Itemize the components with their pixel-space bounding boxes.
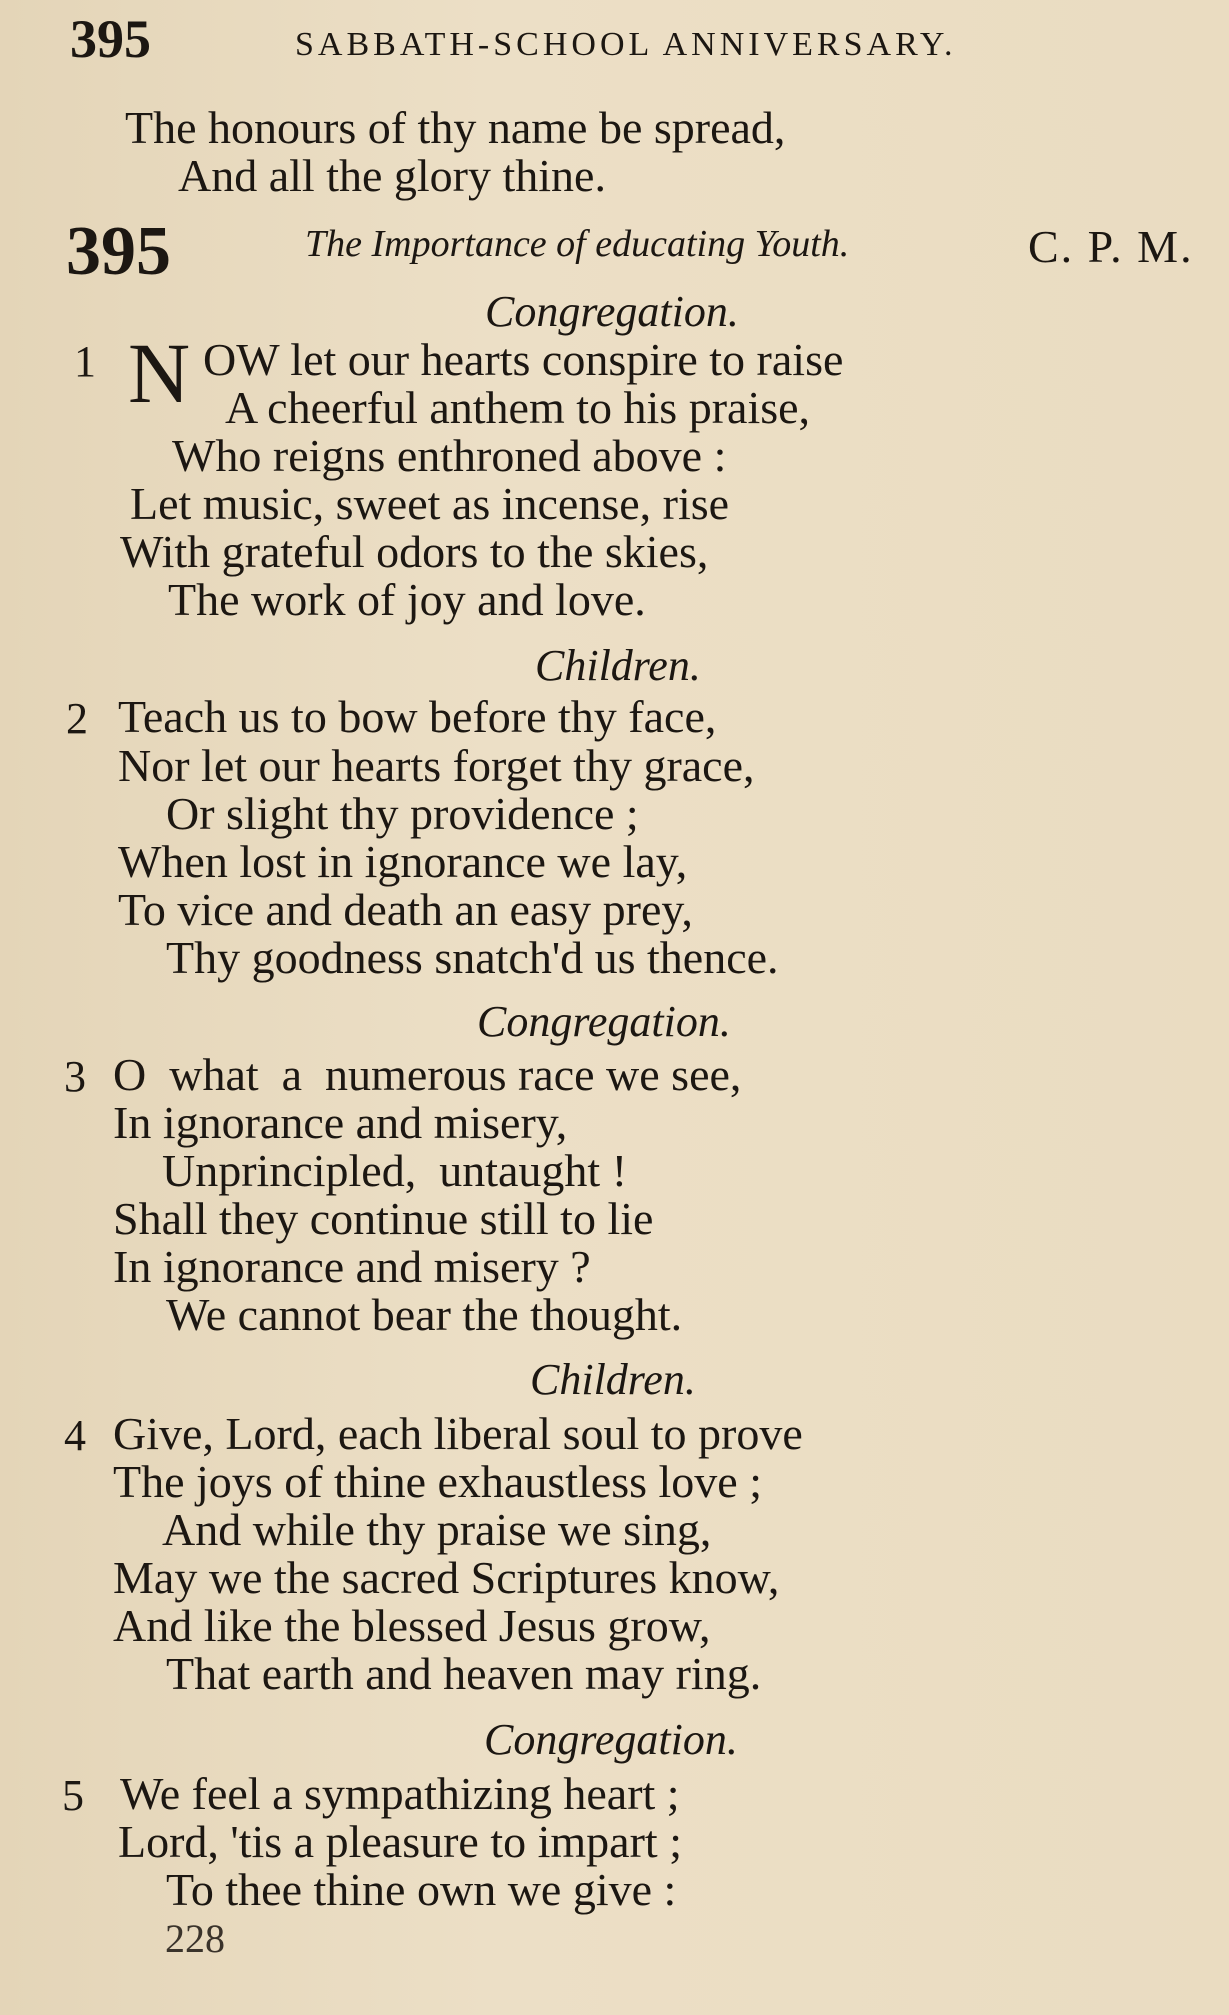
stanza-line: And while thy praise we sing, xyxy=(162,1504,712,1555)
stanza-line: A cheerful anthem to his praise, xyxy=(225,382,811,433)
stanza-line: Thy goodness snatch'd us thence. xyxy=(166,932,779,983)
stanza-line: OW let our hearts conspire to raise xyxy=(203,334,844,385)
hymn-number: 395 xyxy=(66,213,171,290)
stanza-line: The work of joy and love. xyxy=(168,574,646,625)
stanza-line: With grateful odors to the skies, xyxy=(120,526,709,577)
stanza-number: 2 xyxy=(66,694,88,743)
stanza-line: Lord, 'tis a pleasure to impart ; xyxy=(118,1816,682,1867)
stanza-line: The joys of thine exhaustless love ; xyxy=(113,1456,762,1507)
stanza-line: Nor let our hearts forget thy grace, xyxy=(118,740,755,791)
stanza-line: Give, Lord, each liberal soul to prove xyxy=(113,1408,803,1459)
stanza-line: When lost in ignorance we lay, xyxy=(118,836,688,887)
stanza-role: Congregation. xyxy=(485,287,739,336)
stanza-line: Teach us to bow before thy face, xyxy=(118,691,717,742)
stanza-line: May we the sacred Scriptures know, xyxy=(113,1552,780,1603)
stanza-line: O what a numerous race we see, xyxy=(113,1049,742,1100)
previous-ending-line: And all the glory thine. xyxy=(178,150,606,201)
stanza-line: We feel a sympathizing heart ; xyxy=(120,1768,680,1819)
stanza-number: 3 xyxy=(64,1052,86,1101)
stanza-line: Or slight thy providence ; xyxy=(166,788,639,839)
stanza-line: In ignorance and misery ? xyxy=(113,1241,591,1292)
stanza-role: Congregation. xyxy=(477,997,731,1046)
stanza-number: 1 xyxy=(74,337,96,386)
stanza-line: To vice and death an easy prey, xyxy=(118,884,693,935)
stanza-number: 5 xyxy=(62,1771,84,1820)
stanza-line: In ignorance and misery, xyxy=(113,1097,568,1148)
drop-cap: N xyxy=(128,325,191,421)
page-number: 228 xyxy=(165,1916,225,1961)
running-title: SABBATH-SCHOOL ANNIVERSARY. xyxy=(295,26,957,63)
stanza-line: To thee thine own we give : xyxy=(166,1864,677,1915)
hymn-meter: C. P. M. xyxy=(1028,221,1194,272)
stanza-line: And like the blessed Jesus grow, xyxy=(113,1600,711,1651)
stanza-role: Children. xyxy=(530,1355,696,1404)
stanza-role: Congregation. xyxy=(484,1715,738,1764)
stanza-line: That earth and heaven may ring. xyxy=(166,1648,762,1699)
hymn-title: The Importance of educating Youth. xyxy=(305,223,850,265)
stanza-line: We cannot bear the thought. xyxy=(166,1289,683,1340)
stanza-number: 4 xyxy=(64,1411,86,1460)
header-hymn-number: 395 xyxy=(70,9,151,69)
previous-ending-line: The honours of thy name be spread, xyxy=(125,102,786,153)
stanza-role: Children. xyxy=(535,641,701,690)
stanza-line: Let music, sweet as incense, rise xyxy=(130,478,730,529)
stanza-line: Unprincipled, untaught ! xyxy=(162,1145,628,1196)
stanza-line: Shall they continue still to lie xyxy=(113,1193,654,1244)
stanza-line: Who reigns enthroned above : xyxy=(172,430,727,481)
